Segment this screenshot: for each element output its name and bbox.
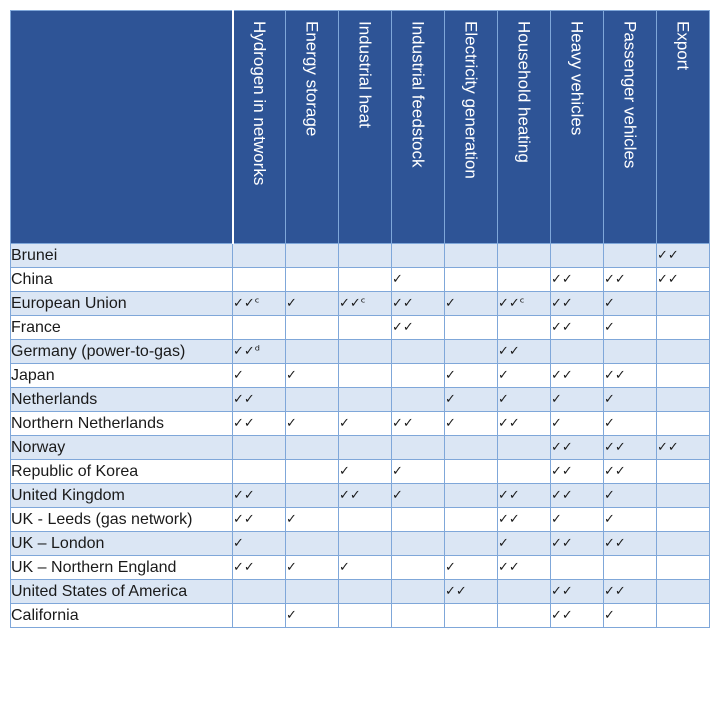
- column-label: Electricity generation: [461, 21, 481, 179]
- rating-cell: [657, 532, 710, 556]
- rating-cell: ✓: [392, 484, 445, 508]
- rating-cell: ✓✓: [551, 364, 604, 388]
- table-row: [11, 604, 710, 628]
- rating-cell: [445, 532, 498, 556]
- table-row: [11, 268, 710, 292]
- rating-cell: [339, 580, 392, 604]
- country-cell: UK – Northern England: [11, 556, 233, 580]
- rating-cell: [604, 556, 657, 580]
- rating-cell: ✓✓: [604, 532, 657, 556]
- rating-cell: ✓✓ᵈ: [233, 340, 286, 364]
- rating-cell: ✓✓: [498, 556, 551, 580]
- rating-cell: [339, 364, 392, 388]
- rating-cell: [657, 412, 710, 436]
- rating-cell: [339, 388, 392, 412]
- rating-cell: ✓: [286, 508, 339, 532]
- rating-cell: [657, 460, 710, 484]
- header-row: [11, 11, 710, 244]
- rating-cell: ✓✓ᶜ: [233, 292, 286, 316]
- rating-cell: ✓: [498, 364, 551, 388]
- rating-cell: [392, 604, 445, 628]
- rating-cell: ✓: [604, 292, 657, 316]
- column-label: Export: [673, 21, 693, 71]
- rating-cell: ✓✓: [233, 388, 286, 412]
- column-header-passenger-vehicles: [604, 11, 657, 244]
- table-row: [11, 388, 710, 412]
- rating-cell: ✓: [339, 460, 392, 484]
- country-cell: United Kingdom: [11, 484, 233, 508]
- rating-cell: ✓✓: [498, 340, 551, 364]
- rating-cell: ✓: [339, 556, 392, 580]
- rating-cell: [339, 436, 392, 460]
- rating-cell: [604, 340, 657, 364]
- rating-cell: ✓✓: [498, 412, 551, 436]
- rating-cell: [392, 532, 445, 556]
- country-cell: France: [11, 316, 233, 340]
- table-row: [11, 244, 710, 268]
- rating-cell: [233, 604, 286, 628]
- rating-cell: [498, 460, 551, 484]
- table-row: [11, 436, 710, 460]
- table-row: [11, 364, 710, 388]
- rating-cell: [445, 340, 498, 364]
- rating-cell: ✓✓: [233, 508, 286, 532]
- rating-cell: ✓✓: [551, 580, 604, 604]
- rating-cell: [551, 340, 604, 364]
- rating-cell: ✓✓: [445, 580, 498, 604]
- rating-cell: [445, 604, 498, 628]
- rating-cell: [657, 340, 710, 364]
- rating-cell: ✓✓: [233, 412, 286, 436]
- rating-cell: ✓: [445, 364, 498, 388]
- column-header-hydrogen-in-networks: [233, 11, 286, 244]
- country-cell: United States of America: [11, 580, 233, 604]
- rating-cell: ✓✓: [339, 484, 392, 508]
- rating-cell: ✓✓: [551, 484, 604, 508]
- rating-cell: ✓✓: [604, 580, 657, 604]
- rating-cell: ✓✓: [551, 436, 604, 460]
- rating-cell: ✓: [604, 412, 657, 436]
- rating-cell: ✓✓: [498, 484, 551, 508]
- column-header-industrial-feedstock: [392, 11, 445, 244]
- rating-cell: [657, 388, 710, 412]
- country-cell: Brunei: [11, 244, 233, 268]
- rating-cell: ✓✓: [392, 316, 445, 340]
- rating-cell: [392, 436, 445, 460]
- table-body: [11, 244, 710, 628]
- rating-cell: [286, 580, 339, 604]
- table-row: [11, 532, 710, 556]
- rating-cell: [286, 532, 339, 556]
- rating-cell: [286, 436, 339, 460]
- rating-cell: [657, 604, 710, 628]
- table-row: [11, 316, 710, 340]
- rating-cell: [445, 244, 498, 268]
- rating-cell: [392, 244, 445, 268]
- rating-cell: ✓✓: [392, 292, 445, 316]
- rating-cell: [392, 580, 445, 604]
- rating-cell: [233, 268, 286, 292]
- country-cell: California: [11, 604, 233, 628]
- country-cell: Netherlands: [11, 388, 233, 412]
- rating-cell: ✓✓: [604, 268, 657, 292]
- column-label: Household heating: [514, 21, 534, 163]
- table-row: [11, 484, 710, 508]
- column-label: Passenger vehicles: [620, 21, 640, 169]
- country-cell: Germany (power-to-gas): [11, 340, 233, 364]
- rating-cell: [339, 340, 392, 364]
- rating-cell: [233, 580, 286, 604]
- table-row: [11, 460, 710, 484]
- rating-cell: [657, 364, 710, 388]
- rating-cell: ✓: [604, 484, 657, 508]
- column-label: Heavy vehicles: [567, 21, 587, 136]
- rating-cell: [445, 508, 498, 532]
- rating-cell: [657, 316, 710, 340]
- rating-cell: [339, 244, 392, 268]
- rating-cell: ✓✓: [551, 316, 604, 340]
- column-header-heavy-vehicles: [551, 11, 604, 244]
- column-header-electricity-generation: [445, 11, 498, 244]
- rating-cell: [498, 436, 551, 460]
- column-label: Industrial feedstock: [408, 21, 428, 168]
- rating-cell: ✓✓: [392, 412, 445, 436]
- country-cell: Republic of Korea: [11, 460, 233, 484]
- country-cell: UK – London: [11, 532, 233, 556]
- rating-cell: ✓: [551, 412, 604, 436]
- rating-cell: ✓✓: [551, 604, 604, 628]
- rating-cell: [657, 556, 710, 580]
- rating-cell: ✓: [392, 268, 445, 292]
- rating-cell: [392, 388, 445, 412]
- rating-cell: [551, 556, 604, 580]
- rating-cell: [233, 436, 286, 460]
- table-row: [11, 412, 710, 436]
- rating-cell: ✓✓: [657, 268, 710, 292]
- column-header-household-heating: [498, 11, 551, 244]
- rating-cell: [498, 268, 551, 292]
- rating-cell: [498, 244, 551, 268]
- country-cell: Northern Netherlands: [11, 412, 233, 436]
- column-label: Hydrogen in networks: [249, 21, 269, 186]
- rating-cell: ✓✓: [551, 532, 604, 556]
- rating-cell: [392, 508, 445, 532]
- rating-cell: ✓: [604, 604, 657, 628]
- rating-cell: [498, 316, 551, 340]
- rating-cell: [339, 532, 392, 556]
- rating-cell: ✓: [286, 604, 339, 628]
- rating-cell: [445, 484, 498, 508]
- rating-cell: [498, 604, 551, 628]
- rating-cell: ✓✓: [657, 244, 710, 268]
- rating-cell: [657, 292, 710, 316]
- rating-cell: ✓✓ᶜ: [498, 292, 551, 316]
- rating-cell: ✓: [286, 412, 339, 436]
- rating-cell: [286, 340, 339, 364]
- rating-cell: [339, 316, 392, 340]
- rating-cell: ✓: [604, 508, 657, 532]
- rating-cell: ✓✓: [551, 292, 604, 316]
- rating-cell: ✓✓: [498, 508, 551, 532]
- country-cell: UK - Leeds (gas network): [11, 508, 233, 532]
- rating-cell: [392, 364, 445, 388]
- rating-cell: [286, 484, 339, 508]
- rating-cell: ✓✓: [551, 460, 604, 484]
- rating-cell: ✓: [286, 292, 339, 316]
- table-row: [11, 508, 710, 532]
- table-row: [11, 556, 710, 580]
- rating-cell: [233, 460, 286, 484]
- rating-cell: [339, 604, 392, 628]
- table-row: [11, 580, 710, 604]
- rating-cell: ✓: [445, 556, 498, 580]
- rating-cell: [233, 316, 286, 340]
- rating-cell: ✓: [286, 556, 339, 580]
- rating-cell: [657, 484, 710, 508]
- rating-cell: ✓: [286, 364, 339, 388]
- rating-cell: [286, 316, 339, 340]
- rating-cell: ✓: [445, 388, 498, 412]
- rating-cell: ✓✓: [657, 436, 710, 460]
- rating-cell: ✓: [445, 412, 498, 436]
- rating-cell: [392, 340, 445, 364]
- hydrogen-strategy-table: [10, 10, 710, 628]
- rating-cell: [392, 556, 445, 580]
- column-header-industrial-heat: [339, 11, 392, 244]
- rating-cell: ✓: [551, 508, 604, 532]
- rating-cell: [445, 268, 498, 292]
- rating-cell: ✓: [551, 388, 604, 412]
- column-header-energy-storage: [286, 11, 339, 244]
- rating-cell: ✓✓: [551, 268, 604, 292]
- rating-cell: [657, 508, 710, 532]
- rating-cell: [445, 460, 498, 484]
- rating-cell: [445, 316, 498, 340]
- rating-cell: ✓: [498, 532, 551, 556]
- rating-cell: ✓✓: [604, 436, 657, 460]
- table-row: [11, 340, 710, 364]
- rating-cell: [498, 580, 551, 604]
- rating-cell: [551, 244, 604, 268]
- rating-cell: [657, 580, 710, 604]
- rating-cell: ✓✓ᶜ: [339, 292, 392, 316]
- table-row: [11, 292, 710, 316]
- country-cell: China: [11, 268, 233, 292]
- rating-cell: [445, 436, 498, 460]
- rating-cell: ✓: [392, 460, 445, 484]
- rating-cell: ✓✓: [233, 484, 286, 508]
- rating-cell: ✓: [339, 412, 392, 436]
- table-container: [10, 10, 710, 628]
- rating-cell: ✓: [445, 292, 498, 316]
- rating-cell: ✓✓: [604, 460, 657, 484]
- rating-cell: ✓: [233, 532, 286, 556]
- rating-cell: ✓✓: [604, 364, 657, 388]
- country-cell: Japan: [11, 364, 233, 388]
- rating-cell: ✓: [233, 364, 286, 388]
- rating-cell: ✓: [604, 316, 657, 340]
- rating-cell: [286, 244, 339, 268]
- header-corner: [11, 11, 233, 244]
- rating-cell: ✓: [498, 388, 551, 412]
- rating-cell: [286, 268, 339, 292]
- country-cell: Norway: [11, 436, 233, 460]
- rating-cell: [286, 388, 339, 412]
- column-label: Industrial heat: [355, 21, 375, 128]
- rating-cell: [286, 460, 339, 484]
- rating-cell: ✓: [604, 388, 657, 412]
- rating-cell: [339, 268, 392, 292]
- rating-cell: [604, 244, 657, 268]
- column-header-export: [657, 11, 710, 244]
- country-cell: European Union: [11, 292, 233, 316]
- rating-cell: ✓✓: [233, 556, 286, 580]
- rating-cell: [339, 508, 392, 532]
- column-label: Energy storage: [302, 21, 322, 137]
- rating-cell: [233, 244, 286, 268]
